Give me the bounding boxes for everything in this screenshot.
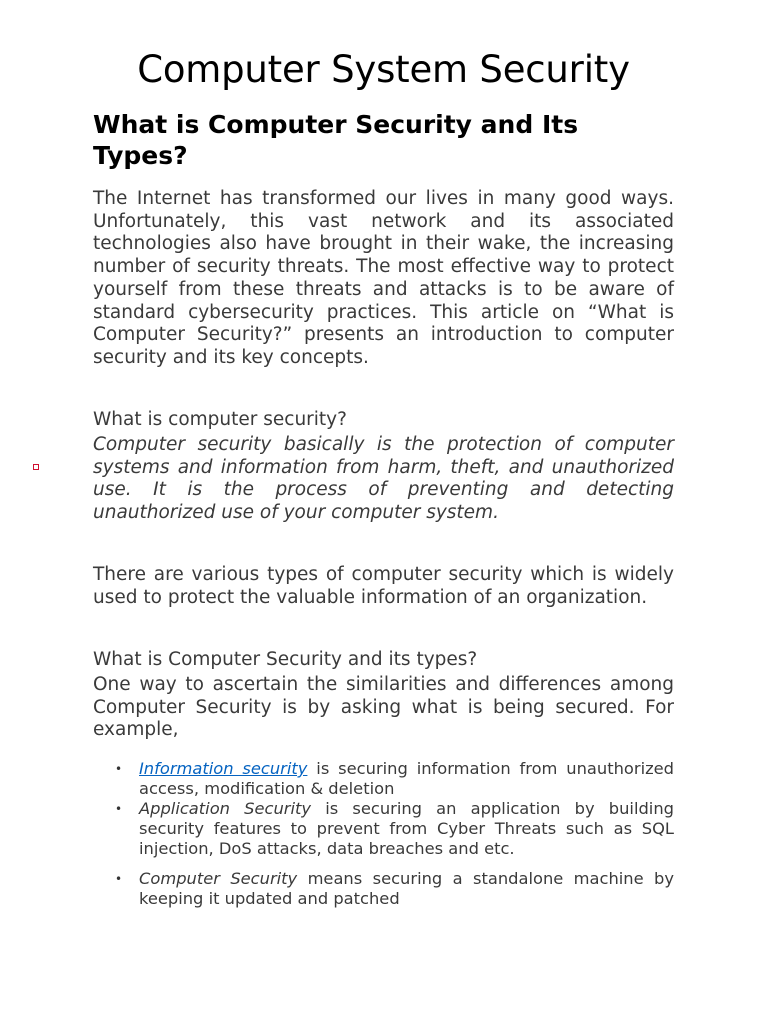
- intro-paragraph: The Internet has transformed our lives in many good ways. Unfortunately, this vast network and its associated technologies also have brought in their wake, the increasing number of security threats. The most effective way to protect yourself from these threats and attacks is to be aware of standard cybersecurity practices. This article on “What is Computer Security?” presents an introduction to computer security and its key concepts.: [93, 188, 674, 368]
- question-computer-security-types: What is Computer Security and its types?: [93, 649, 478, 670]
- question-what-is-computer-security: What is computer security?: [93, 409, 347, 430]
- security-types-list: [93, 759, 674, 909]
- information-security-link[interactable]: Information security: [139, 759, 308, 778]
- bullet-icon: •: [115, 872, 123, 886]
- list-item-term: Application Security: [139, 799, 312, 818]
- bullet-icon: •: [115, 762, 123, 776]
- comment-marker: [33, 464, 39, 470]
- ascertain-paragraph: One way to ascertain the similarities and differences among Computer Security is by asking what is being secured. For example,: [93, 674, 674, 741]
- list-item-information-security: [93, 759, 674, 799]
- list-item-application-security: [93, 799, 674, 859]
- definition-paragraph: Computer security basically is the protection of computer systems and information from harm, theft, and unauthorized use. It is the process of preventing and detecting unauthorized use of your computer system.: [93, 434, 674, 524]
- section-heading: What is Computer Security and Its Types?: [93, 110, 579, 170]
- document-title: Computer System Security: [137, 48, 630, 91]
- list-item-computer-security: [93, 869, 674, 909]
- list-item-text: is securing information from unauthorized access, modification & deletion: [139, 759, 675, 798]
- types-paragraph: There are various types of computer security which is widely used to protect the valuable information of an organization.: [93, 564, 674, 608]
- list-item-term: Computer Security: [139, 869, 298, 888]
- list-item-text: means securing a standalone machine by keeping it updated and patched: [139, 869, 674, 908]
- bullet-icon: •: [115, 802, 123, 816]
- list-item-text: is securing an application by building security features to prevent from Cyber Threats such as SQL injection, DoS attacks, data breaches and etc.: [139, 799, 674, 858]
